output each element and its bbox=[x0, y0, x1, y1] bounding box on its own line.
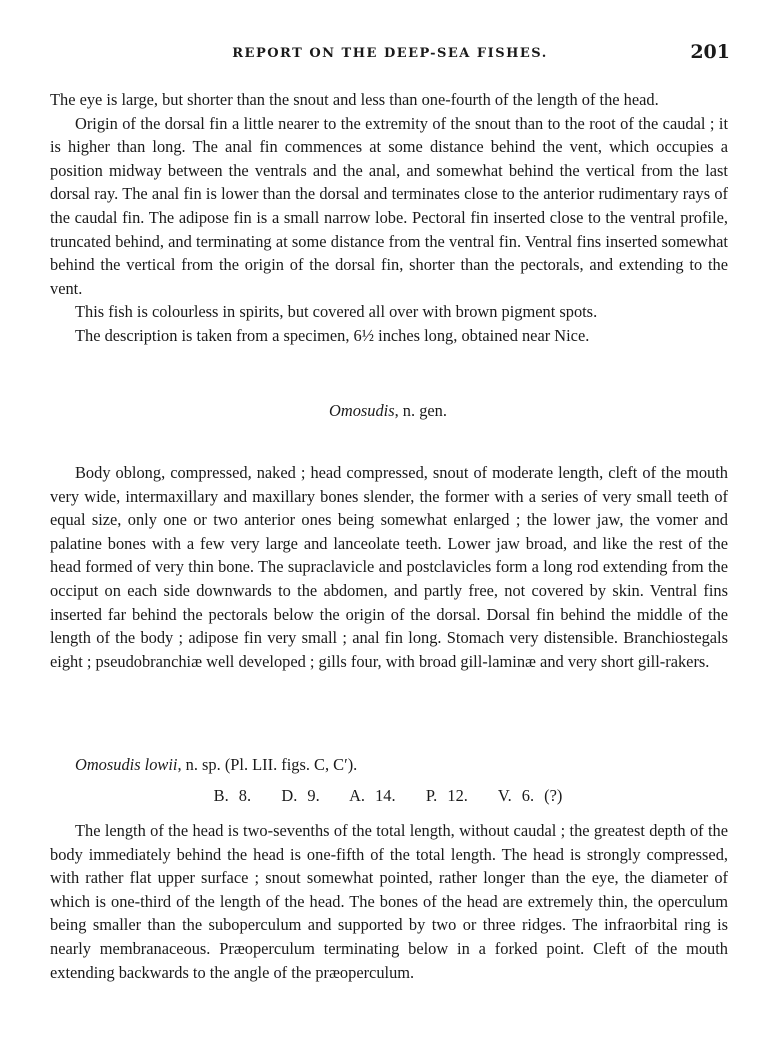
paragraph-colour: This fish is colourless in spirits, but covered all over with brown pigment spots. bbox=[75, 302, 598, 322]
page-number: 201 bbox=[690, 41, 730, 63]
page-header bbox=[50, 41, 730, 68]
paragraph-species: The length of the head is two-sevenths of the total length, without caudal ; the greatest depth of the body immediately behind the head is one-fifth of the total length. The head is strongly compressed, with rather flat upper surface ; snout somewhat pointed, rather longer than the eye, the diameter of which is one-third of the length of the head. The bones of the head are extremely thin, the operculum being smaller than the suboperculum and supported by two or three ridges. The infraorbital ring is nearly membranaceous. Præoperculum terminating below in a forked point. Cleft of the mouth extending backwards to the angle of the præoperculum. bbox=[50, 821, 728, 982]
species-description bbox=[50, 819, 728, 984]
fish-description-continued bbox=[50, 88, 728, 348]
paragraph-eye: The eye is large, but shorter than the snout and less than one-fourth of the length of the head. bbox=[50, 90, 659, 109]
species-suffix: , n. sp. (Pl. LII. figs. C, C′). bbox=[177, 755, 358, 774]
paragraph-specimen: The description is taken from a specimen, 6½ inches long, obtained near Nice. bbox=[75, 325, 590, 345]
running-title: REPORT ON THE DEEP-SEA FISHES. bbox=[232, 46, 548, 61]
fin-ray-formula: B. 8. D. 9. A. 14. P. 12. V. 6. (?) bbox=[213, 786, 563, 805]
genus-heading bbox=[0, 401, 776, 421]
species-name: Omosudis lowii bbox=[75, 755, 178, 774]
species-heading bbox=[75, 755, 357, 775]
genus-name: Omosudis bbox=[329, 401, 395, 420]
paragraph-genus: Body oblong, compressed, naked ; head compressed, snout of moderate length, cleft of the mouth very wide, intermaxillary and maxillary bones slender, the former with a series of very small teeth of equal size, only one or two anterior ones being somewhat enlarged ; the lower jaw, the vomer and palatine bones with a few very large and lanceolate teeth. Lower jaw broad, and like the rest of the head formed of very thin bone. The supraclavicle and postclavicles form a long rod extending from the occiput on each side downwards to the abdomen, and partly free, not covered by skin. Ventral fins inserted far behind the pectorals below the origin of the dorsal. Dorsal fin behind the middle of the length of the body ; adipose fin very small ; anal fin long. Stomach very distensible. Branchiostegals eight ; pseudobranchiæ well developed ; gills four, with broad gill-laminæ and very short gill-rakers. bbox=[50, 463, 728, 671]
genus-description bbox=[50, 461, 728, 673]
genus-suffix: , n. gen. bbox=[394, 401, 447, 420]
paragraph-fins: Origin of the dorsal fin a little nearer to the extremity of the snout than to the root of the caudal ; it is higher than long. The anal fin commences at some distance behind the vent, which occupies a position midway between the ventrals and the anal, and somewhat behind the vertical from the last dorsal ray. The anal fin is lower than the dorsal and terminates close to the anterior rudimentary rays of the caudal fin. The adipose fin is a small narrow lobe. Pectoral fin inserted close to the ventral profile, truncated behind, and terminating at some distance from the ventral fin. Ventral fins inserted somewhat behind the vertical from the origin of the dorsal fin, shorter than the pectorals, and extending to the vent. bbox=[50, 113, 728, 298]
